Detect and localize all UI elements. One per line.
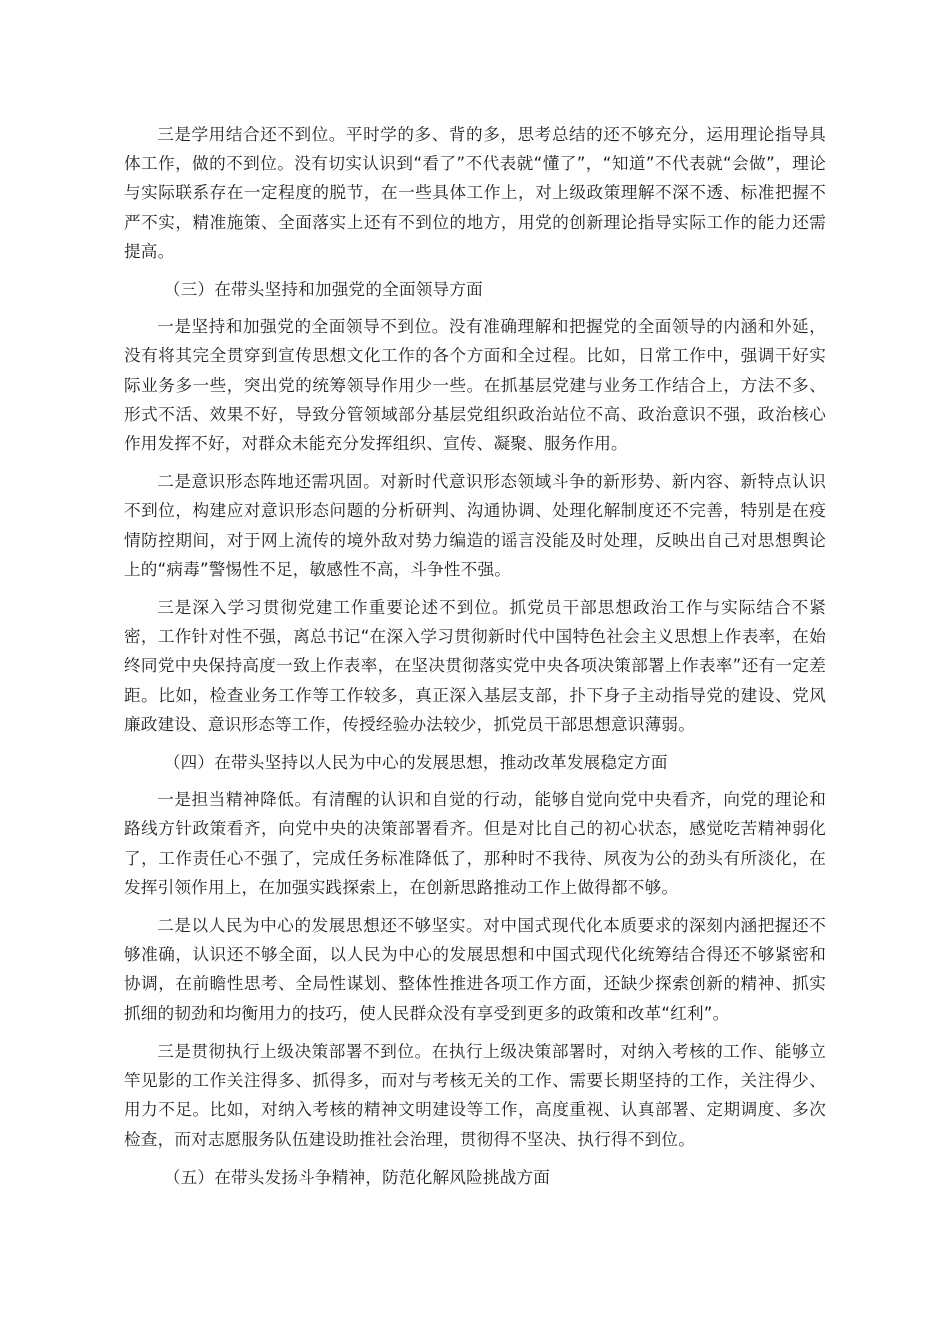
document-body xyxy=(124,120,826,1200)
section-heading-3: （三）在带头坚持和加强党的全面领导方面 xyxy=(163,280,483,300)
paragraph-learning-application: 三是学用结合还不到位。平时学的多、背的多，思考总结的还不够充分，运用理论指导具体工作，做的不到位。没有切实认识到“看了”不代表就“懂了”，“知道”不代表就“会做”，理论与实际联系存在一定程度的脱节，在一些具体工作上，对上级政策理解不深不透、标准把握不严不实，精准施策、全面落实上还有不到位的地方，用党的创新理论指导实际工作的能力还需提高。 xyxy=(124,125,826,261)
paragraph-policy-implementation: 三是贯彻执行上级决策部署不到位。在执行上级决策部署时，对纳入考核的工作、能够立竿见影的工作关注得多、抓得多，而对与考核无关的工作、需要长期坚持的工作，关注得少、用力不足。比如，对纳入考核的精神文明建设等工作，高度重视、认真部署、定期调度、多次检查，而对志愿服务队伍建设助推社会治理，贯彻得不坚决、执行得不到位。 xyxy=(124,1041,826,1149)
section-heading-4: （四）在带头坚持以人民为中心的发展思想，推动改革发展稳定方面 xyxy=(163,753,668,773)
paragraph-ideology-front: 二是意识形态阵地还需巩固。对新时代意识形态领域斗争的新形势、新内容、新特点认识不到位，构建应对意识形态问题的分析研判、沟通协调、处理化解制度还不完善，特别是在疫情防控期间，对于网上流传的境外敌对势力编造的谣言没能及时处理，反映出自己对思想舆论上的“病毒”警惕性不足，敏感性不高，斗争性不强。 xyxy=(124,472,826,579)
paragraph-party-building-study: 三是深入学习贯彻党建工作重要论述不到位。抓党员干部思想政治工作与实际结合不紧密，工作针对性不强，离总书记“在深入学习贯彻新时代中国特色社会主义思想上作表率，在始终同党中央保持高度一致上作表率，在坚决贯彻落实党中央各项决策部署上作表率”还有一定差距。比如，检查业务工作等工作较多，真正深入基层支部，扑下身子主动指导党的建设、党风廉政建设、意识形态等工作，传授经验办法较少，抓党员干部思想意识薄弱。 xyxy=(124,598,826,734)
paragraph-people-centered: 二是以人民为中心的发展思想还不够坚实。对中国式现代化本质要求的深刻内涵把握还不够准确，认识还不够全面，以人民为中心的发展思想和中国式现代化统筹结合得还不够紧密和协调，在前瞻性思考、全局性谋划、整体性推进各项工作方面，还缺少探索创新的精神、抓实抓细的韧劲和均衡用力的技巧，使人民群众没有享受到更多的政策和改革“红利”。 xyxy=(124,916,826,1023)
paragraph-responsibility-spirit: 一是担当精神降低。有清醒的认识和自觉的行动，能够自觉向党中央看齐，向党的理论和路线方针政策看齐，向党中央的决策部署看齐。但是对比自己的初心状态，感觉吃苦精神弱化了，工作责任心不强了，完成任务标准降低了，那种时不我待、夙夜为公的劲头有所淡化，在发挥引领作用上，在加强实践探索上，在创新思路推动工作上做得都不够。 xyxy=(124,790,826,897)
paragraph-party-leadership: 一是坚持和加强党的全面领导不到位。没有准确理解和把握党的全面领导的内涵和外延，没有将其完全贯穿到宣传思想文化工作的各个方面和全过程。比如，日常工作中，强调干好实际业务多一些，突出党的统筹领导作用少一些。在抓基层党建与业务工作结合上，方法不多、形式不活、效果不好，导致分管领域部分基层党组织政治站位不高、政治意识不强，政治核心作用发挥不好，对群众未能充分发挥组织、宣传、凝聚、服务作用。 xyxy=(124,317,826,454)
section-heading-5: （五）在带头发扬斗争精神，防范化解风险挑战方面 xyxy=(163,1167,551,1187)
